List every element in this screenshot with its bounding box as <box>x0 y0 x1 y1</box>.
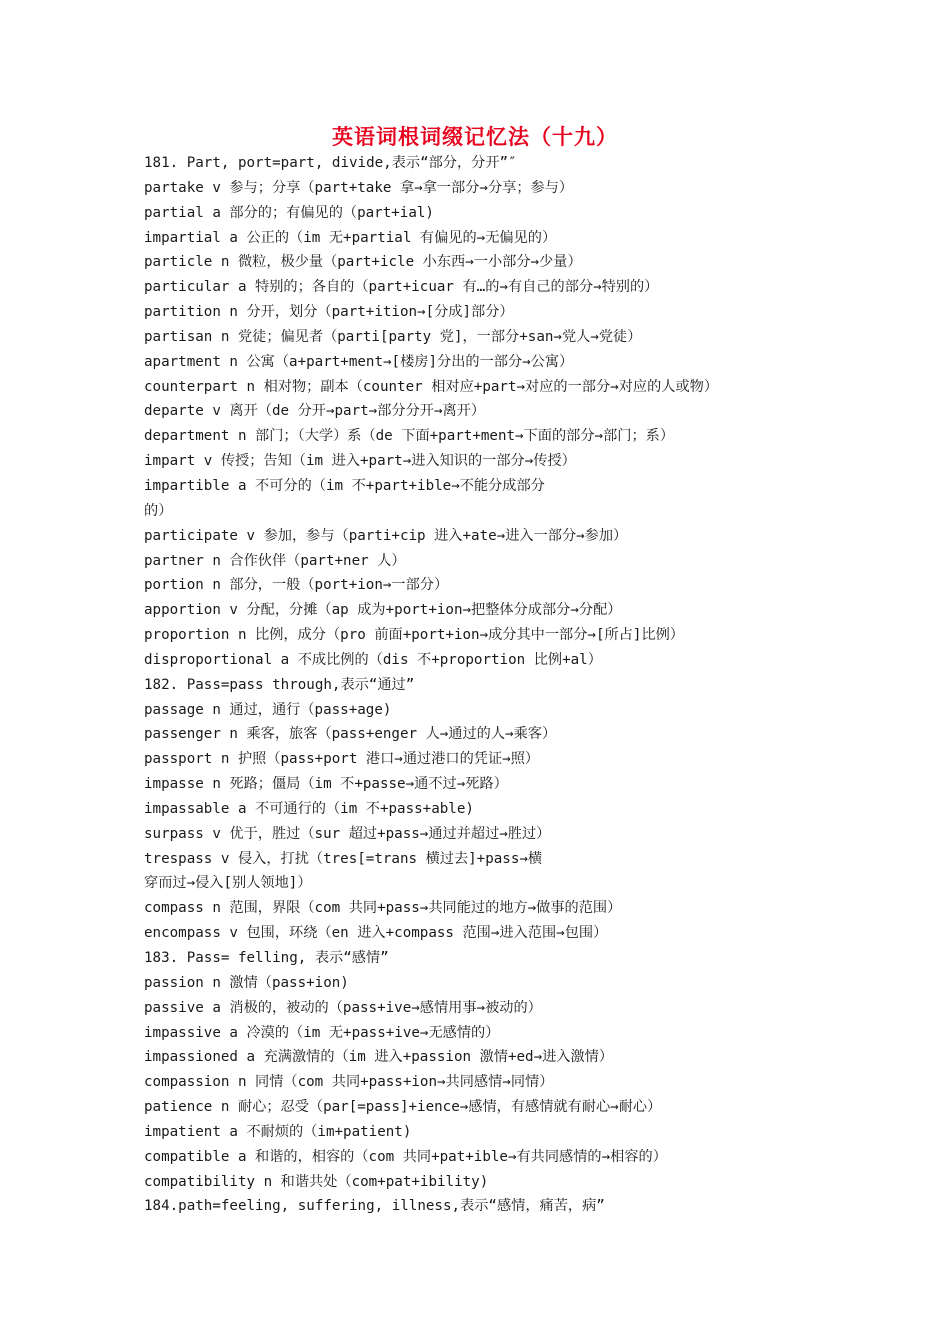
text-line: participate v 参加，参与（parti+cip 进入+ate→进入一部分→参加） <box>144 527 628 544</box>
text-line: partake v 参与；分享（part+take 拿→拿一部分→分享；参与） <box>144 179 574 196</box>
text-line: proportion n 比例，成分（pro 前面+port+ion→成分其中一部分→[所占]比例） <box>144 627 684 644</box>
text-line: passive a 消极的，被动的（pass+ive→感情用事→被动的） <box>144 999 542 1016</box>
text-line: partner n 合作伙伴（part+ner 人） <box>144 552 406 569</box>
text-line: compassion n 同情（com 共同+pass+ion→共同感情→同情） <box>144 1074 554 1091</box>
text-line: impartible a 不可分的（im 不+part+ible→不能分成部分 <box>144 477 545 494</box>
text-line: departe v 离开（de 分开→part→部分分开→离开） <box>144 403 486 420</box>
text-line: impatient a 不耐烦的（im+patient) <box>144 1123 412 1140</box>
text-line: apportion v 分配，分摊（ap 成为+port+ion→把整体分成部分→分配） <box>144 602 622 619</box>
text-line: partition n 分开，划分（part+ition→[分成]部分） <box>144 304 514 321</box>
text-line: partial a 部分的；有偏见的（part+ial) <box>144 204 434 221</box>
text-line: 183. Pass= felling, 表示“感情” <box>144 950 389 966</box>
text-line: surpass v 优于，胜过（sur 超过+pass→通过并超过→胜过） <box>144 825 551 842</box>
text-line: compatibility n 和谐共处（com+pat+ibility) <box>144 1173 489 1190</box>
text-line: trespass v 侵入，打扰（tres[=trans 横过去]+pass→横 <box>144 850 543 867</box>
text-line: encompass v 包围，环绕（en 进入+compass 范围→进入范围→包围） <box>144 925 608 942</box>
text-line: particular a 特别的；各自的（part+icuar 有…的→有自己的部分→特别的） <box>144 279 659 296</box>
text-line: impasse n 死路；僵局（im 不+passe→通不过→死路） <box>144 776 508 793</box>
text-line: disproportional a 不成比例的（dis 不+proportion 比例+al） <box>144 651 602 668</box>
text-line: impassioned a 充满激情的（im 进入+passion 激情+ed→进入激情） <box>144 1049 614 1066</box>
text-line: patience n 耐心；忍受（par[=pass]+ience→感情，有感情就有耐心→耐心） <box>144 1099 662 1116</box>
text-line: 穿而过→侵入[别人领地]） <box>144 875 312 892</box>
text-line: particle n 微粒，极少量（part+icle 小东西→一小部分→少量） <box>144 254 582 271</box>
text-line: 的） <box>144 502 173 519</box>
text-line: 184.path=feeling, suffering, illness,表示“感情，痛苦，病” <box>144 1198 605 1215</box>
text-line: passage n 通过，通行（pass+age) <box>144 701 392 718</box>
text-line: impart v 传授；告知（im 进入+part→进入知识的一部分→传授） <box>144 453 576 470</box>
text-line: partisan n 党徒；偏见者（parti[party 党]，一部分+san→党人→党徒） <box>144 328 642 345</box>
text-line: apartment n 公寓（a+part+ment→[楼房]分出的一部分→公寓） <box>144 353 574 370</box>
text-line: compatible a 和谐的，相容的（com 共同+pat+ible→有共同感情的→相容的） <box>144 1148 667 1165</box>
text-line: impassable a 不可通行的（im 不+pass+able) <box>144 800 474 817</box>
text-line: compass n 范围，界限（com 共同+pass→共同能过的地方→做事的范围） <box>144 900 622 917</box>
text-line: 181. Part, port=part, divide,表示“部分，分开”″ <box>144 155 517 171</box>
text-line: impartial a 公正的（im 无+partial 有偏见的→无偏见的） <box>144 229 557 246</box>
text-line: counterpart n 相对物；副本（counter 相对应+part→对应的一部分→对应的人或物） <box>144 378 719 395</box>
text-line: portion n 部分，一般（port+ion→一部分） <box>144 577 449 594</box>
text-line: passion n 激情（pass+ion) <box>144 974 349 991</box>
text-line: department n 部门；（大学）系（de 下面+part+ment→下面的部分→部门；系） <box>144 428 675 445</box>
text-line: 182. Pass=pass through,表示“通过” <box>144 676 415 693</box>
text-line: impassive a 冷漠的（im 无+pass+ive→无感情的） <box>144 1024 500 1041</box>
document-title: 英语词根词缀记忆法（十九） <box>332 125 618 149</box>
text-line: passport n 护照（pass+port 港口→通过港口的凭证→照） <box>144 751 540 768</box>
document-body <box>144 151 844 1219</box>
text-line: passenger n 乘客，旅客（pass+enger 人→通过的人→乘客） <box>144 726 557 743</box>
